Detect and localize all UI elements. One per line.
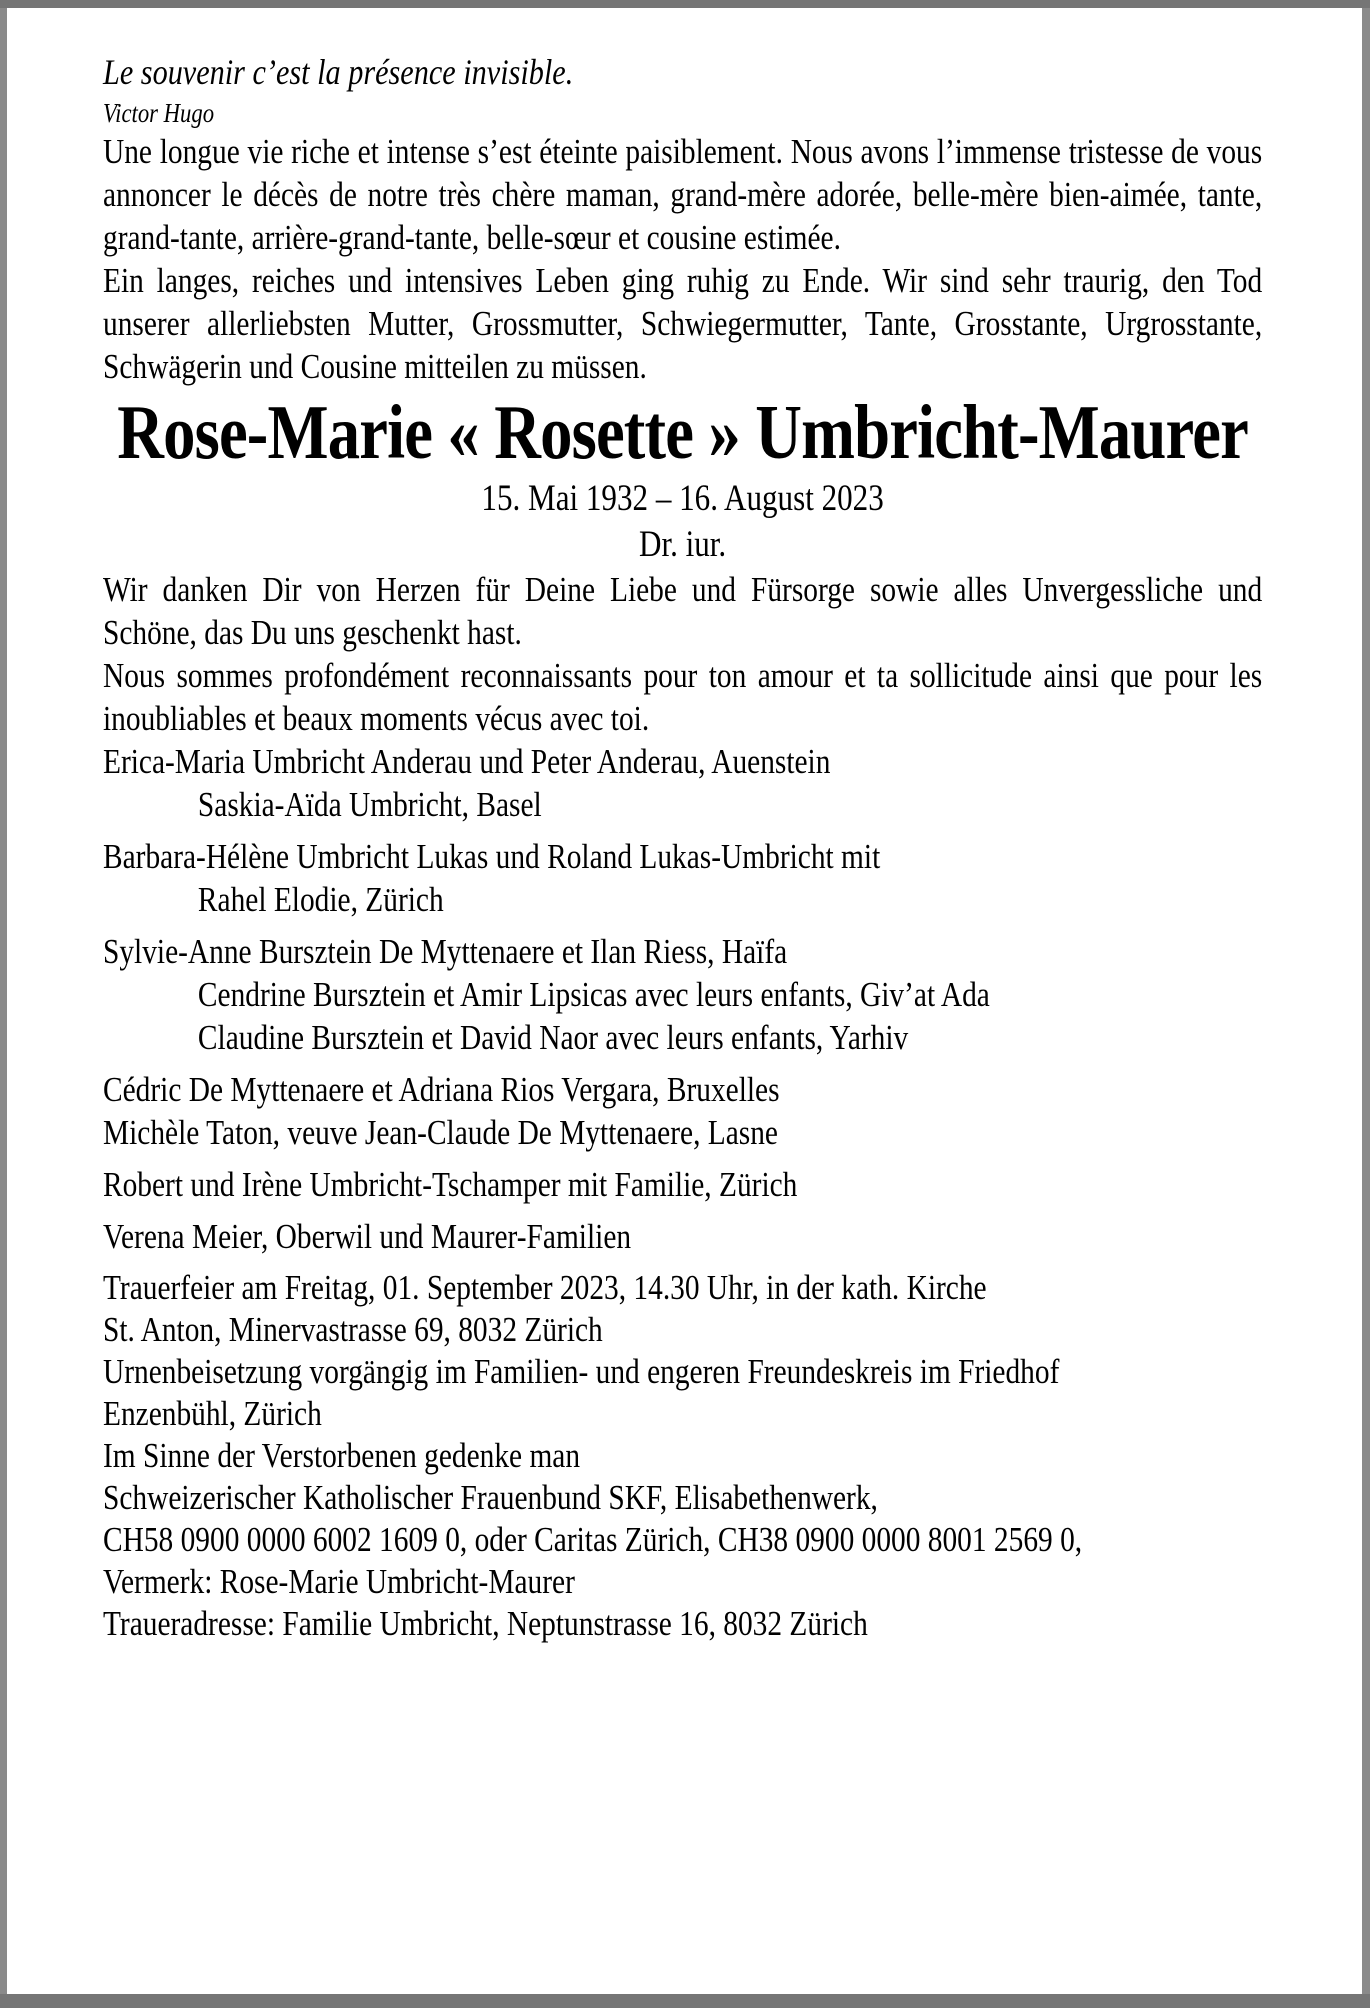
family-entry-line: Saskia-Aïda Umbricht, Basel: [197, 785, 542, 824]
tribute-german: Wir danken Dir von Herzen für Deine Liebe und Fürsorge sowie alles Unvergessliche und Schöne, das Du uns geschenkt hast.: [103, 570, 1263, 652]
family-entry-line: Robert und Irène Umbricht-Tschamper mit Familie, Zürich: [103, 1165, 798, 1204]
deceased-life-dates: 15. Mai 1932 – 16. August 2023: [481, 478, 884, 519]
epigraph-author: Victor Hugo: [103, 98, 215, 128]
family-entry-line: Rahel Elodie, Zürich: [197, 880, 444, 919]
deceased-academic-title: Dr. iur.: [638, 524, 727, 565]
donation-line: Im Sinne der Verstorbenen gedenke man: [103, 1436, 581, 1475]
tribute-french: Nous sommes profondément reconnaissants pour ton amour et ta sollicitude ainsi que pour les inoubliables et beaux moments vécus avec toi.: [103, 656, 1263, 738]
burial-line: Urnenbeisetzung vorgängig im Familien- und engeren Freundeskreis im Friedhof: [103, 1352, 1060, 1391]
service-information: [103, 1267, 1262, 1645]
family-entry-line: Michèle Taton, veuve Jean-Claude De Myttenaere, Lasne: [103, 1113, 778, 1152]
announcement-german: Ein langes, reiches und intensives Leben ging ruhig zu Ende. Wir sind sehr traurig, den Tod unserer allerliebsten Mutter, Grossmutter, Schwiegermutter, Tante, Grosstante, Urgrosstante, Schwägerin und Cousine mitteilen zu müssen.: [103, 261, 1263, 386]
family-entry-line: Verena Meier, Oberwil und Maurer-Familien: [103, 1217, 632, 1256]
scan-edge-top: [0, 0, 1370, 8]
epigraph-quote: Le souvenir c’est la présence invisible.: [103, 52, 574, 92]
family-list: [103, 740, 1262, 1258]
deceased-name: Rose-Marie « Rosette » Umbricht-Maurer: [117, 389, 1248, 475]
family-entry: [103, 1215, 1262, 1258]
funeral-line: St. Anton, Minervastrasse 69, 8032 Zürich: [103, 1310, 603, 1349]
family-entry-line: Barbara-Hélène Umbricht Lukas und Roland Lukas-Umbricht mit: [103, 837, 881, 876]
donation-line: CH58 0900 0000 6002 1609 0, oder Caritas Zürich, CH38 0900 0000 8001 2569 0,: [103, 1520, 1083, 1559]
family-entry: [103, 835, 1262, 921]
funeral-line: Trauerfeier am Freitag, 01. September 2023, 14.30 Uhr, in der kath. Kirche: [103, 1268, 987, 1307]
family-entry-line: Cendrine Bursztein et Amir Lipsicas avec leurs enfants, Giv’at Ada: [197, 975, 990, 1014]
mourning-address: Traueradresse: Familie Umbricht, Neptunstrasse 16, 8032 Zürich: [103, 1604, 868, 1643]
scan-edge-left: [0, 8, 7, 1994]
scan-edge-bottom: [0, 1994, 1370, 2008]
scan-edge-right: [1362, 8, 1370, 1994]
family-entry-line: Cédric De Myttenaere et Adriana Rios Vergara, Bruxelles: [103, 1070, 780, 1109]
family-entry: [103, 1068, 1262, 1154]
family-entry: [103, 930, 1262, 1059]
donation-line: Schweizerischer Katholischer Frauenbund SKF, Elisabethenwerk,: [103, 1478, 878, 1517]
announcement-french: Une longue vie riche et intense s’est éteinte paisiblement. Nous avons l’immense tristesse de vous annoncer le décès de notre très chère maman, grand-mère adorée, belle-mère bien-aimée, tante, grand-tante, arrière-grand-tante, belle-sœur et cousine estimée.: [103, 132, 1263, 257]
family-entry: [103, 1163, 1262, 1206]
family-entry-line: Erica-Maria Umbricht Anderau und Peter Anderau, Auenstein: [103, 742, 831, 781]
funeral-service-info: [103, 1267, 1262, 1351]
family-entry: [103, 740, 1262, 826]
donation-info: [103, 1435, 1262, 1603]
burial-info: [103, 1351, 1262, 1435]
donation-line: Vermerk: Rose-Marie Umbricht-Maurer: [103, 1562, 575, 1601]
family-entry-line: Claudine Bursztein et David Naor avec leurs enfants, Yarhiv: [197, 1018, 909, 1057]
burial-line: Enzenbühl, Zürich: [103, 1394, 322, 1433]
notice-content: [103, 48, 1262, 1645]
family-entry-line: Sylvie-Anne Bursztein De Myttenaere et Ilan Riess, Haïfa: [103, 932, 788, 971]
